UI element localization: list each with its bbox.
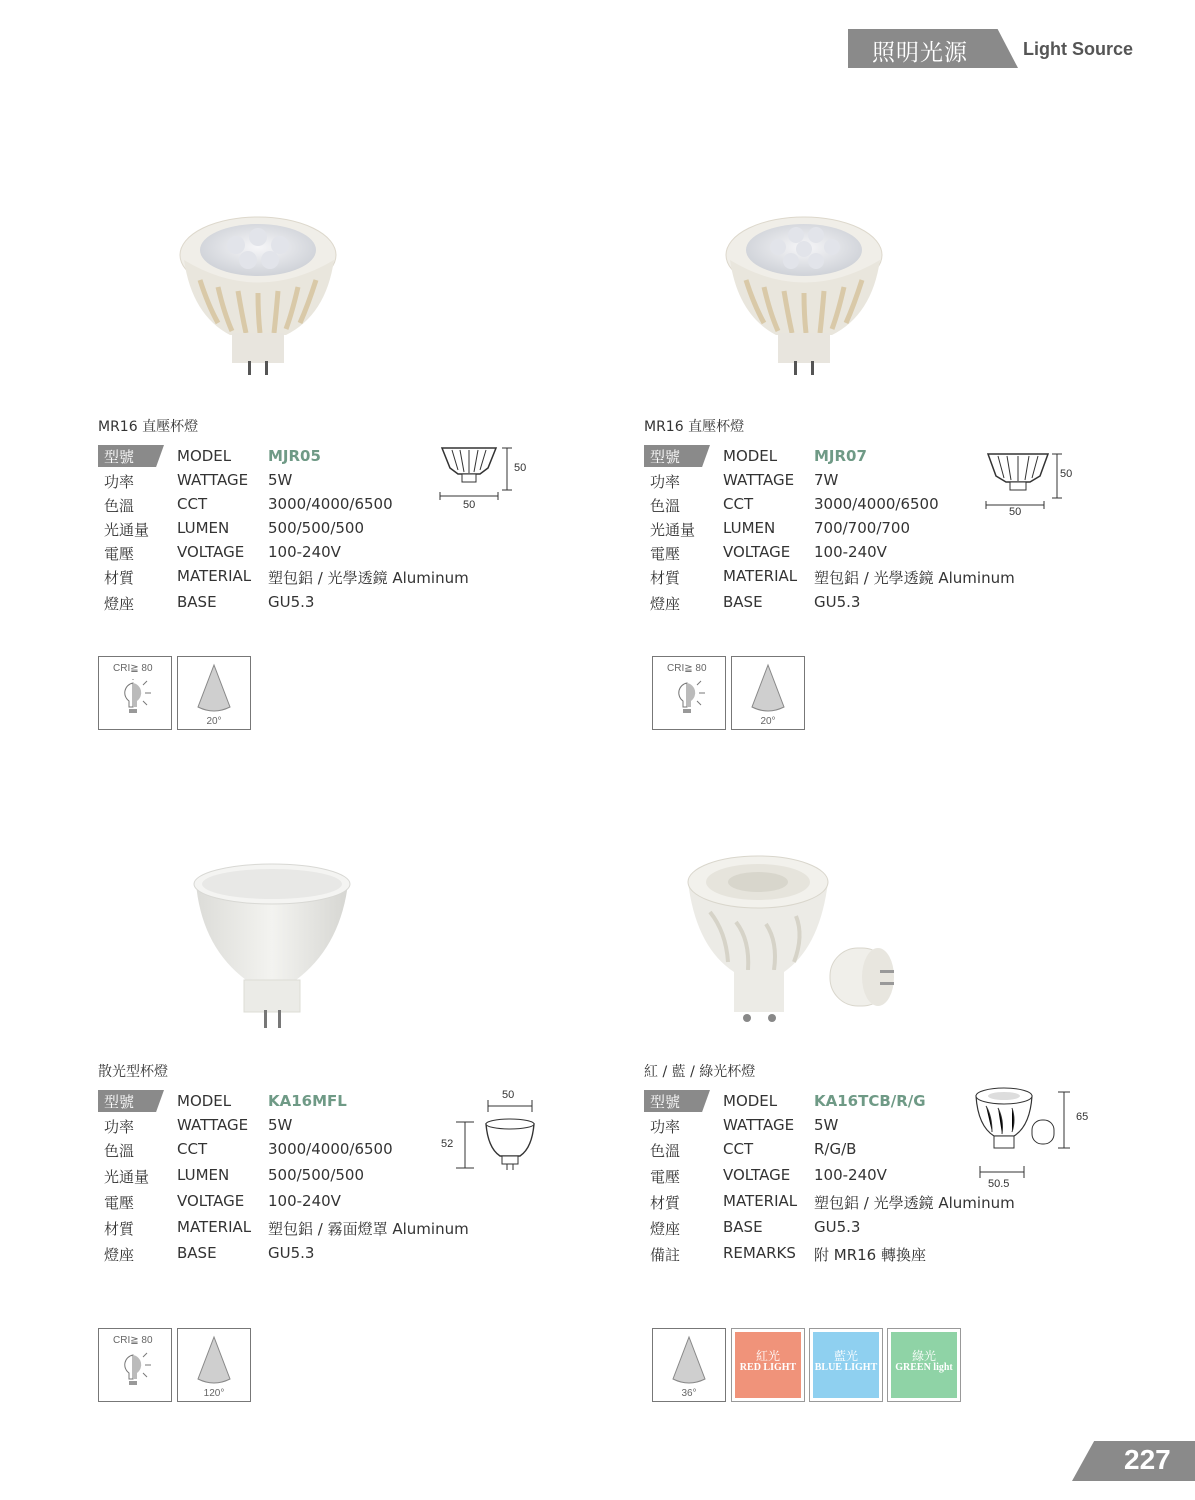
- red-light-label-en: RED LIGHT: [739, 1362, 797, 1373]
- spec-label: MODEL: [723, 447, 778, 465]
- spec-label: MATERIAL: [723, 1192, 798, 1210]
- spec-row-cct: [98, 1138, 478, 1164]
- beam-angle-icon: [192, 663, 236, 713]
- spec-row-base: [644, 591, 1024, 617]
- spec-value: GU5.3: [268, 593, 315, 611]
- model-value: KA16TCB/R/G: [814, 1092, 926, 1110]
- spec-row-base: [98, 1242, 478, 1268]
- spec-row-model: [644, 1090, 1024, 1114]
- dimension-height: 65: [1076, 1111, 1089, 1123]
- bulb-icon: [119, 1351, 159, 1395]
- spec-value: 塑包鋁 / 光學透鏡 Aluminum: [814, 1194, 1015, 1212]
- spec-label: CCT: [723, 1140, 754, 1158]
- blue-light-label-en: BLUE LIGHT: [814, 1362, 878, 1373]
- spec-label-zh: 材質: [104, 1220, 135, 1238]
- spec-label: WATTAGE: [177, 1116, 249, 1134]
- cri-icon-box: [98, 656, 172, 730]
- green-light-label-en: GREEN light: [895, 1362, 953, 1373]
- header-title-en: Light Source: [1023, 39, 1134, 59]
- beam-angle-icon-box: [652, 1328, 726, 1402]
- spec-row-voltage: [98, 541, 478, 565]
- spec-label: MODEL: [177, 1092, 232, 1110]
- spec-row-voltage: [644, 1164, 1024, 1190]
- spec-label: LUMEN: [723, 519, 776, 537]
- model-value: MJR07: [814, 447, 867, 465]
- spec-row-material: [644, 565, 1024, 591]
- spec-label: CCT: [177, 495, 208, 513]
- spec-label-zh: 燈座: [104, 595, 135, 613]
- spec-label-zh: 功率: [650, 1118, 681, 1136]
- model-badge-label: 型號: [104, 1093, 135, 1111]
- model-value: MJR05: [268, 447, 321, 465]
- spec-row-lumen: [98, 517, 478, 541]
- spec-row-base: [644, 1216, 1024, 1242]
- spec-value: 100-240V: [814, 543, 887, 561]
- spec-label: REMARKS: [723, 1244, 796, 1262]
- model-badge-label: 型號: [650, 448, 681, 466]
- spec-value: 500/500/500: [268, 519, 364, 537]
- spec-label: MATERIAL: [723, 567, 798, 585]
- spec-label: LUMEN: [177, 519, 230, 537]
- spec-row-lumen: [98, 1164, 478, 1190]
- spec-value: 100-240V: [268, 543, 341, 561]
- spec-label-zh: 燈座: [650, 1220, 681, 1238]
- dimension-drawing: [982, 450, 1072, 520]
- model-value: KA16MFL: [268, 1092, 347, 1110]
- spec-row-wattage: [98, 1114, 478, 1138]
- spec-row-material: [98, 1216, 478, 1242]
- spec-label: MATERIAL: [177, 567, 252, 585]
- beam-angle-icon-box: [177, 1328, 251, 1402]
- green-light-badge: [887, 1328, 961, 1402]
- spec-label: BASE: [723, 1218, 763, 1236]
- spec-row-wattage: [644, 1114, 1024, 1138]
- beam-angle-label: 20°: [206, 716, 222, 727]
- product-photo-ka16mfl: [188, 862, 358, 1032]
- spec-label: BASE: [177, 593, 217, 611]
- spec-row-wattage: [644, 469, 1024, 493]
- product-title: 紅 / 藍 / 綠光杯燈: [644, 1064, 756, 1080]
- spec-value: 700/700/700: [814, 519, 910, 537]
- red-light-badge: [731, 1328, 805, 1402]
- model-badge-label: 型號: [650, 1093, 681, 1111]
- spec-row-model: [98, 445, 478, 469]
- spec-row-cct: [98, 493, 478, 517]
- product-photo-mjr05: [170, 205, 350, 385]
- spec-label-zh: 電壓: [104, 545, 135, 563]
- spec-label: WATTAGE: [723, 471, 795, 489]
- spec-row-remarks: [644, 1242, 1024, 1268]
- product-title: MR16 直壓杯燈: [98, 419, 199, 435]
- spec-value: 5W: [814, 1116, 839, 1134]
- beam-angle-icon: [746, 663, 790, 713]
- spec-label-zh: 色溫: [650, 1142, 681, 1160]
- green-light-label-zh: 綠光: [911, 1349, 936, 1363]
- spec-row-cct: [644, 1138, 1024, 1164]
- beam-angle-icon-box: [731, 656, 805, 730]
- spec-value: 100-240V: [268, 1192, 341, 1210]
- spec-value: 3000/4000/6500: [268, 1140, 393, 1158]
- blue-light-label-zh: 藍光: [833, 1349, 858, 1363]
- dimension-height: 50: [514, 462, 527, 474]
- page-number: 227: [1124, 1444, 1171, 1475]
- cri-label: CRI≧ 80: [113, 1335, 153, 1346]
- spec-label-zh: 光通量: [104, 521, 150, 539]
- spec-label: MATERIAL: [177, 1218, 252, 1236]
- spec-table: [98, 1090, 478, 1268]
- spec-label-zh: 功率: [104, 1118, 135, 1136]
- dimension-drawing: [970, 1086, 1080, 1186]
- cri-icon-box: [652, 656, 726, 730]
- spec-value: GU5.3: [814, 593, 861, 611]
- bulb-icon: [673, 679, 713, 723]
- spec-label-zh: 材質: [650, 1194, 681, 1212]
- spec-row-cct: [644, 493, 1024, 517]
- spec-label: VOLTAGE: [177, 543, 245, 561]
- spec-value: 500/500/500: [268, 1166, 364, 1184]
- spec-label-zh: 材質: [104, 569, 135, 587]
- beam-angle-label: 120°: [203, 1388, 225, 1399]
- spec-label-zh: 光通量: [650, 521, 696, 539]
- dimension-height: 50: [1060, 468, 1073, 480]
- beam-angle-icon: [192, 1335, 236, 1385]
- spec-value: 塑包鋁 / 霧面燈罩 Aluminum: [268, 1220, 469, 1238]
- spec-value: 7W: [814, 471, 839, 489]
- spec-row-material: [98, 565, 478, 591]
- spec-label-zh: 燈座: [104, 1246, 135, 1264]
- product-photo-mjr07: [716, 205, 896, 385]
- red-light-label-zh: 紅光: [755, 1349, 780, 1363]
- spec-row-base: [98, 591, 478, 617]
- spec-row-wattage: [98, 469, 478, 493]
- spec-table: [98, 445, 478, 617]
- spec-value: 5W: [268, 1116, 293, 1134]
- beam-angle-label: 36°: [681, 1388, 697, 1399]
- spec-value: 塑包鋁 / 光學透鏡 Aluminum: [814, 569, 1015, 587]
- dimension-width: 50: [502, 1089, 515, 1101]
- product-title: 散光型杯燈: [98, 1064, 168, 1080]
- blue-light-badge: [809, 1328, 883, 1402]
- spec-label-zh: 電壓: [650, 1168, 681, 1186]
- spec-row-voltage: [644, 541, 1024, 565]
- spec-label: VOLTAGE: [177, 1192, 245, 1210]
- spec-row-material: [644, 1190, 1024, 1216]
- spec-label-zh: 材質: [650, 569, 681, 587]
- spec-row-model: [98, 1090, 478, 1114]
- spec-value: 塑包鋁 / 光學透鏡 Aluminum: [268, 569, 469, 587]
- dimension-width: 50.5: [988, 1178, 1010, 1190]
- model-badge-label: 型號: [104, 448, 135, 466]
- spec-value: 3000/4000/6500: [268, 495, 393, 513]
- spec-label: VOLTAGE: [723, 543, 791, 561]
- spec-value: GU5.3: [268, 1244, 315, 1262]
- product-title: MR16 直壓杯燈: [644, 419, 745, 435]
- spec-label: MODEL: [177, 447, 232, 465]
- header-title: 照明光源: [872, 40, 968, 66]
- spec-label: VOLTAGE: [723, 1166, 791, 1184]
- spec-label-zh: 功率: [104, 473, 135, 491]
- spec-row-lumen: [644, 517, 1024, 541]
- dimension-width: 50: [1009, 506, 1022, 518]
- dimension-height: 52: [441, 1138, 454, 1150]
- spec-label-zh: 電壓: [104, 1194, 135, 1212]
- spec-label: CCT: [177, 1140, 208, 1158]
- spec-row-model: [644, 445, 1024, 469]
- spec-table: [644, 445, 1024, 617]
- spec-label: BASE: [723, 593, 763, 611]
- spec-label-zh: 電壓: [650, 545, 681, 563]
- beam-angle-icon-box: [177, 656, 251, 730]
- spec-table: [644, 1090, 1024, 1268]
- spec-value: 5W: [268, 471, 293, 489]
- spec-row-voltage: [98, 1190, 478, 1216]
- spec-value: GU5.3: [814, 1218, 861, 1236]
- beam-angle-icon: [667, 1335, 711, 1385]
- spec-label: CCT: [723, 495, 754, 513]
- dimension-drawing: [436, 444, 526, 514]
- spec-label-zh: 色溫: [104, 497, 135, 515]
- cri-icon-box: [98, 1328, 172, 1402]
- dimension-width: 50: [463, 499, 476, 511]
- spec-label: WATTAGE: [723, 1116, 795, 1134]
- spec-label: BASE: [177, 1244, 217, 1262]
- spec-value: 3000/4000/6500: [814, 495, 939, 513]
- spec-label: MODEL: [723, 1092, 778, 1110]
- product-photo-ka16tcb: [684, 852, 914, 1032]
- spec-value: 附 MR16 轉換座: [814, 1246, 926, 1264]
- cri-label: CRI≧ 80: [667, 663, 707, 674]
- spec-label-zh: 功率: [650, 473, 681, 491]
- spec-label-zh: 色溫: [650, 497, 681, 515]
- spec-label: LUMEN: [177, 1166, 230, 1184]
- spec-value: 100-240V: [814, 1166, 887, 1184]
- spec-label-zh: 備註: [650, 1246, 681, 1264]
- spec-value: R/G/B: [814, 1140, 857, 1158]
- bulb-icon: [119, 679, 159, 723]
- beam-angle-label: 20°: [760, 716, 776, 727]
- spec-label: WATTAGE: [177, 471, 249, 489]
- spec-label-zh: 光通量: [104, 1168, 150, 1186]
- spec-label-zh: 色溫: [104, 1142, 135, 1160]
- spec-label-zh: 燈座: [650, 595, 681, 613]
- cri-label: CRI≧ 80: [113, 663, 153, 674]
- dimension-drawing: [452, 1096, 542, 1176]
